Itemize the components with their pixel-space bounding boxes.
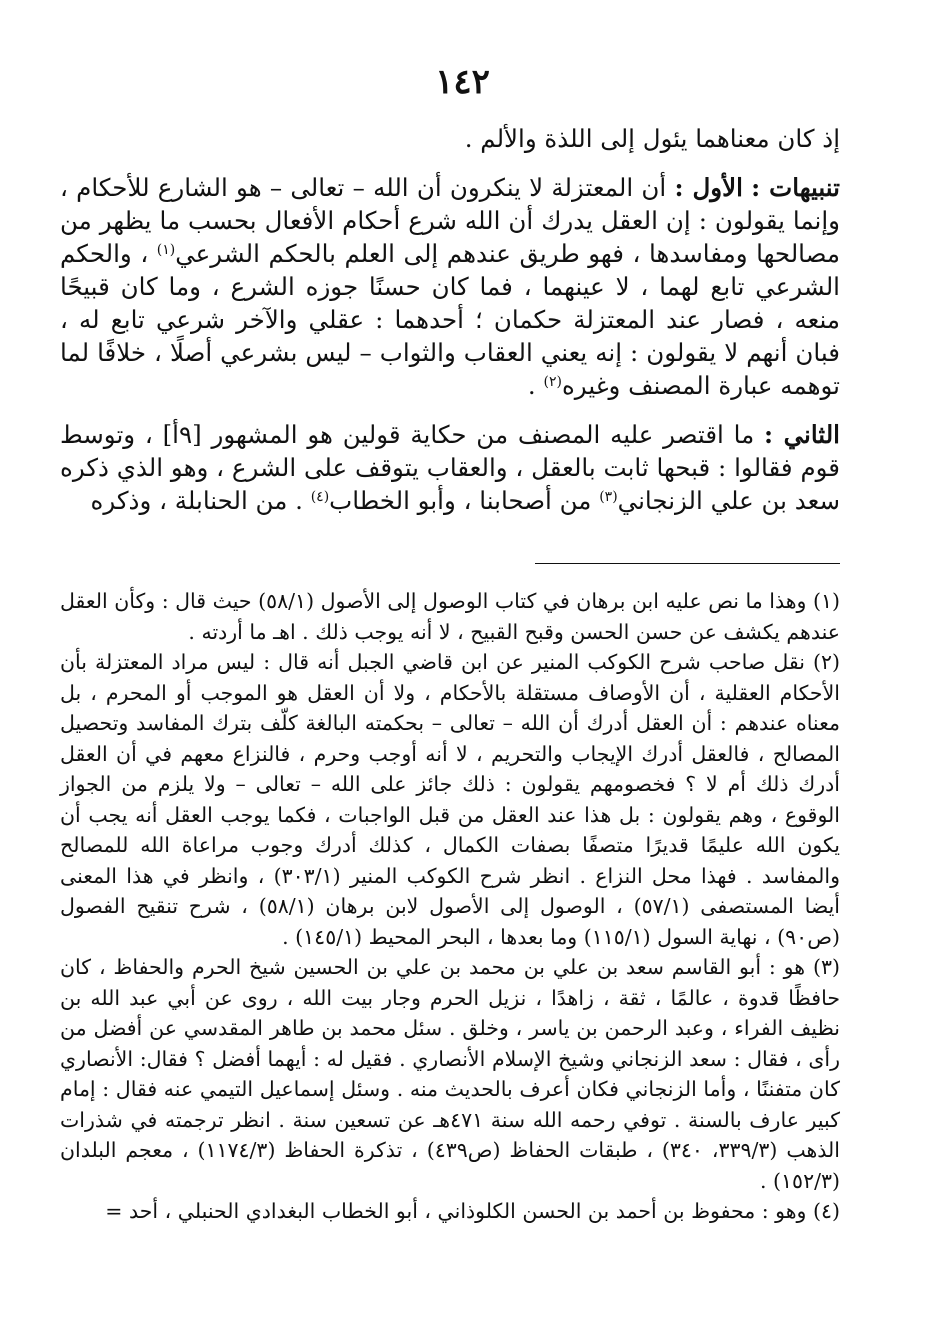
paragraph-text: أن المعتزلة لا ينكرون أن الله – تعالى – هو الشارع للأحكام ، وإنما يقولون : إن العقل يدرك أن الله شرع أحكام الأفعال بحسب ما يظهر من مصالحها ومفاسدها ، فهو طريق عندهم إلى العلم بالحكم الشرعي: [60, 173, 840, 268]
main-text: [60, 122, 840, 517]
footnote-text: نقل صاحب شرح الكوكب المنير عن ابن قاضي الجبل أنه قال : ليس مراد المعتزلة بأن الأحكام العقلية ، أن الأوصاف مستقلة بالأحكام ، ولا أن العقل هو الموجب أو المحرم ، بل معناه عندهم : أن العقل أدرك أن الله – تعالى – بحكمته البالغة كلّف بترك المفاسد وتحصيل المصالح ، فالعقل أدرك الإيجاب والتحريم ، لا أنه أوجب وحرم ، فالنزاع معهم في أن العقل أدرك ذلك أم لا ؟ فخصومهم يقولون : ذلك جائز على الله – تعالى – ولا يلزم من الجواز الوقوع ، وهم يقولون : بل هذا عند العقل من قبل الواجبات ، فكما يوجب العقل أنه يجب أن يكون الله عليمًا قديرًا متصفًا بصفات الكمال ، كذلك أدرك وجوب مراعاة الله للمصالح والمفاسد . فهذا محل النزاع . انظر شرح الكوكب المنير (٣٠٣/١) ، وانظر في هذا المعنى أيضا المستصفى (٥٧/١) ، الوصول إلى الأصول لابن برهان (٥٨/١) ، شرح تنقيح الفصول (ص٩٠) ، نهاية السول (١١٥/١) وما بعدها ، البحر المحيط (١٤٥/١) .: [60, 650, 841, 949]
footnote-separator: [535, 563, 840, 564]
second-label: الثاني :: [764, 420, 840, 449]
footnotes: [60, 586, 840, 1227]
footnote-text: هو : أبو القاسم سعد بن علي بن محمد بن علي بن الحسين شيخ الحرم والحفاظ ، كان حافظًا قدوة ، عالمًا ، ثقة ، زاهدًا ، نزيل الحرم وجار بيت الله ، روى عن أبي عبد الله بن نظيف الفراء ، وعبد الرحمن بن ياسر ، وخلق . سئل محمد بن طاهر المقدسي عن أفضل من رأى ، فقال : سعد الزنجاني وشيخ الإسلام الأنصاري . فقيل له : أيهما أفضل ؟ فقال: الأنصاري كان متفننًا ، وأما الزنجاني فكان أعرف بالحديث منه . وسئل إسماعيل التيمي عنه فقال : إمام كبير عارف بالسنة . توفي رحمه الله سنة ٤٧١هـ عن تسعين سنة . انظر ترجمته في شذرات الذهب (٣٣٩/٣، ٣٤٠) ، طبقات الحفاظ (ص٤٣٩) ، تذكرة الحفاظ (١١٧٤/٣) ، معجم البلدان (١٥٢/٣) .: [60, 955, 840, 1193]
footnote-number: (١): [812, 589, 840, 613]
opening-line: إذ كان معناهما يئول إلى اللذة والألم .: [464, 124, 840, 153]
page-number: ١٤٢: [435, 62, 490, 102]
footnote-ref[interactable]: (٤): [310, 489, 330, 505]
footnote-ref[interactable]: (١): [156, 242, 176, 258]
paragraph-second-note: [60, 418, 840, 517]
footnote-number: (٤): [812, 1199, 840, 1223]
paragraph-text: ، والحكم الشرعي تابع لهما ، لا عينهما ، فما كان حسنًا جوزه الشرع ، وما كان قبيحًا منعه ، فصار عند المعتزلة حكمان ؛ أحدهما : عقلي والآخر شرعي تابع له ، فبان أنهم لا يقولون : إنه يعني العقاب والثواب – ليس بشرعي أصلًا ، خلافًا لما توهمه عبارة المصنف وغيره: [60, 239, 840, 400]
paragraph-text: ما اقتصر عليه المصنف من حكاية قولين هو المشهور [٩أ] ، وتوسط قوم فقالوا : قبحها ثابت بالعقل ، والعقاب يتوقف على الشرع ، وهو الذي ذكره سعد بن علي الزنجاني: [60, 420, 840, 515]
section-heading: تنبيهات :: [751, 173, 840, 202]
footnote-text: وهو : محفوظ بن أحمد بن الحسن الكلوذاني ، أبو الخطاب البغدادي الحنبلي ، أحد =: [105, 1199, 807, 1223]
paragraph-first-note: [60, 171, 840, 402]
footnote-ref[interactable]: (٣): [599, 489, 618, 505]
footnote: [60, 952, 840, 1196]
footnote-text: وهذا ما نص عليه ابن برهان في كتاب الوصول إلى الأصول (٥٨/١) حيث قال : وكأن العقل عندهم يكشف عن حسن الحسن وقبح القبيح ، لا أنه يوجب ذلك . اهـ ما أردته .: [60, 589, 840, 644]
paragraph-text: من أصحابنا ، وأبو الخطاب: [329, 486, 592, 515]
footnote-ref[interactable]: (٢): [543, 374, 562, 390]
footnote: [60, 586, 840, 647]
footnote: [60, 1196, 840, 1227]
paragraph-text: .: [527, 371, 536, 400]
first-label: الأول :: [674, 173, 743, 202]
footnote: [60, 647, 840, 952]
paragraph-text: . من الحنابلة ، وذكره: [90, 486, 303, 515]
footnote-number: (٢): [812, 650, 840, 674]
footnote-number: (٣): [812, 955, 840, 979]
